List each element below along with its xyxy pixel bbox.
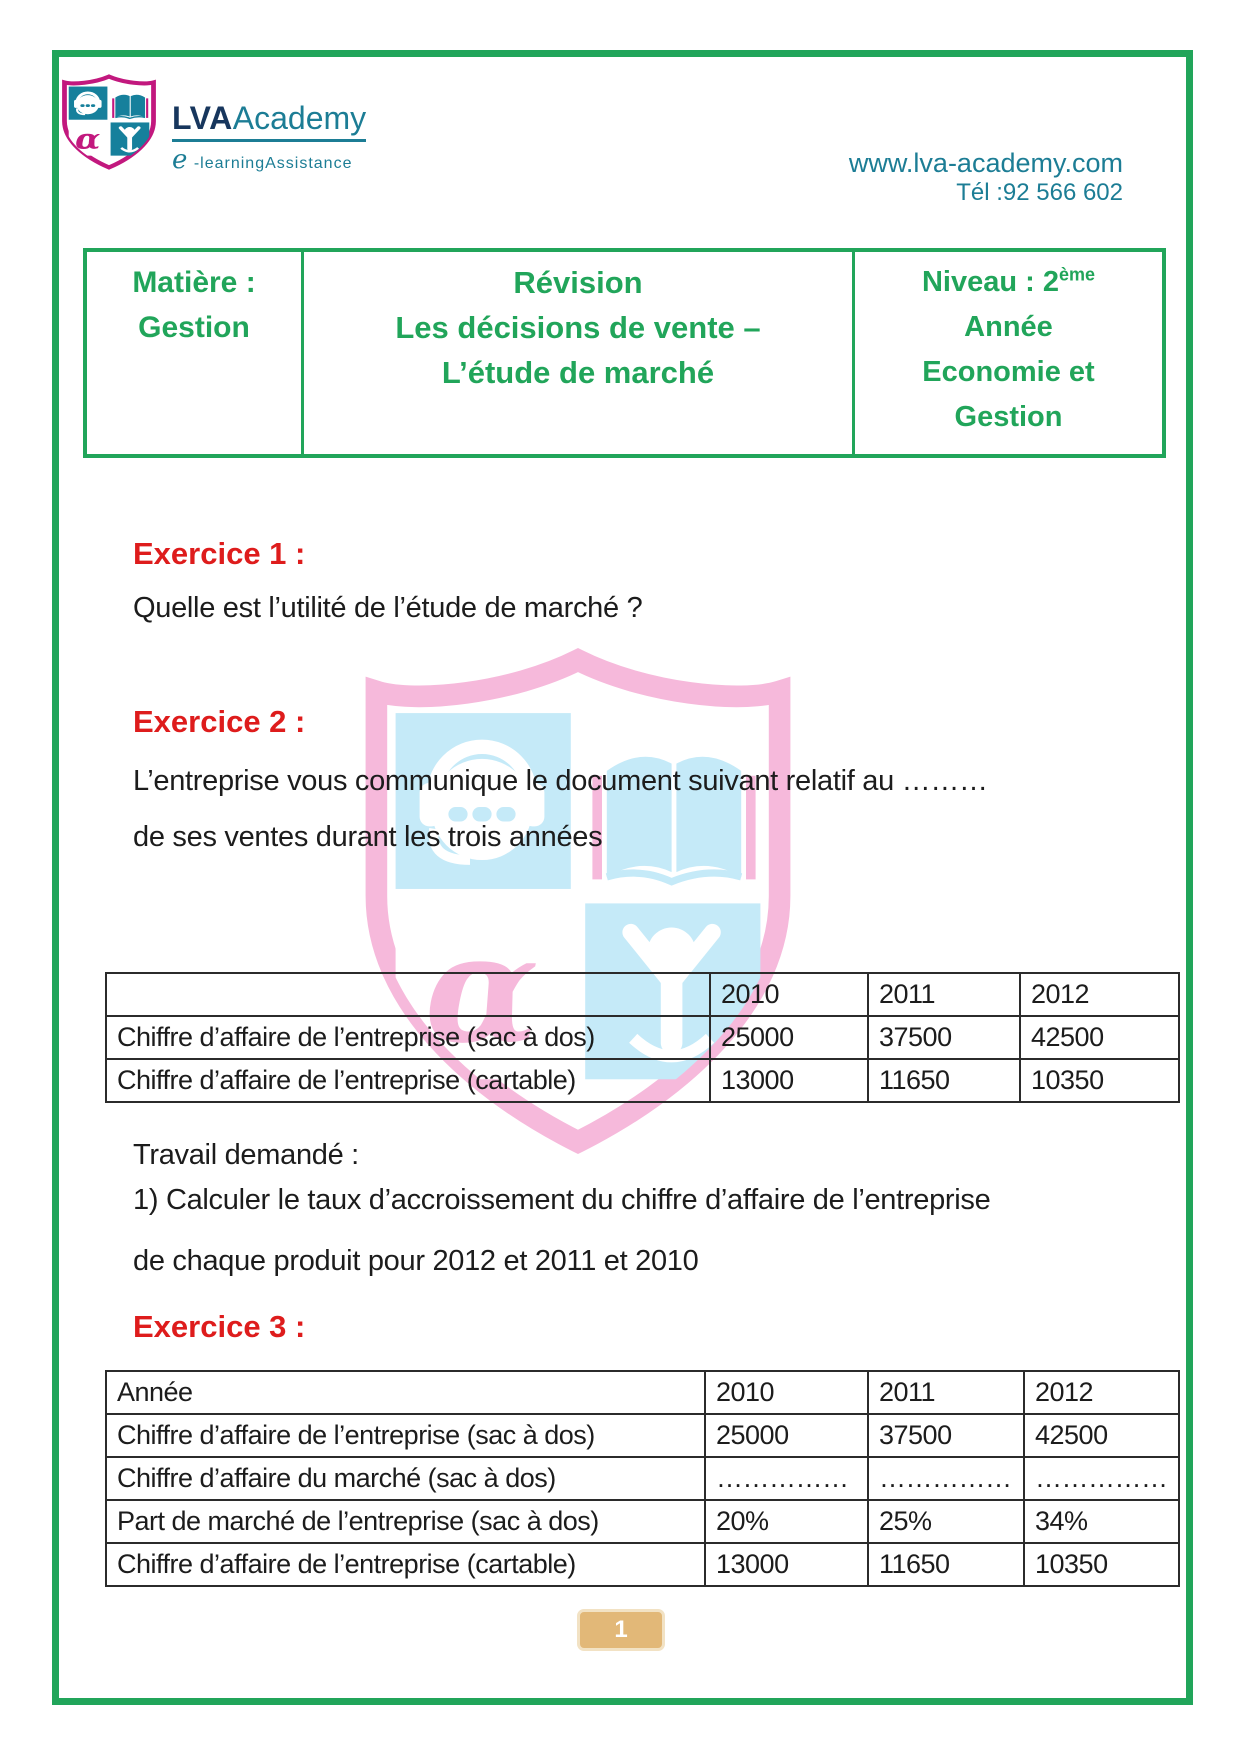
contact-block: [849, 148, 1123, 207]
level-line4: Gestion: [954, 401, 1063, 433]
row-label: Chiffre d’affaire de l’entreprise (cartable): [106, 1543, 705, 1586]
row-label: Chiffre d’affaire du marché (sac à dos): [106, 1457, 705, 1500]
page-number: 1: [614, 1616, 628, 1643]
cell-value: 42500: [1024, 1414, 1179, 1457]
row-label: Chiffre d’affaire de l’entreprise (cartable): [106, 1059, 710, 1102]
row-label: Année: [106, 1371, 705, 1414]
exercise2-intro-line2: de ses ventes durant les trois années: [133, 821, 603, 853]
row-label: Chiffre d’affaire de l’entreprise (sac à dos): [106, 1016, 710, 1059]
table-header-year: 2010: [705, 1371, 868, 1414]
cell-value: 25%: [868, 1500, 1024, 1543]
cell-value: 10350: [1024, 1543, 1179, 1586]
cell-value: 20%: [705, 1500, 868, 1543]
cell-dotted: ……………: [1024, 1457, 1179, 1500]
table-header-year: 2012: [1020, 973, 1179, 1016]
table-header-year: 2012: [1024, 1371, 1179, 1414]
website-url: www.lva-academy.com: [848, 148, 1123, 178]
table-row: [106, 1500, 1179, 1543]
subject-label: Matière :: [132, 266, 256, 299]
table-row: [106, 1059, 1179, 1102]
table-row: [106, 973, 1179, 1016]
table-header-year: 2011: [868, 973, 1020, 1016]
row-label: Part de marché de l’entreprise (sac à dos): [106, 1500, 705, 1543]
table-header-year: 2011: [868, 1371, 1024, 1414]
exercise3-market-table: [105, 1370, 1180, 1587]
level-line2: Année: [964, 311, 1053, 343]
lva-shield-icon: [56, 72, 162, 172]
task-line1: 1) Calculer le taux d’accroissement du chiffre d’affaire de l’entreprise: [133, 1184, 991, 1216]
exercise2-heading: Exercice 2 :: [133, 704, 306, 739]
cell-value: 13000: [710, 1059, 868, 1102]
exercise1-question: Quelle est l’utilité de l’étude de marché ?: [133, 592, 643, 624]
header-cell-level: [852, 252, 1162, 454]
subject-value: Gestion: [138, 311, 250, 344]
logo-wordmark: [172, 100, 366, 142]
header-table: [83, 248, 1166, 458]
header-cell-title: [301, 252, 852, 454]
cell-value: 25000: [710, 1016, 868, 1059]
phone-number: Tél :92 566 602: [956, 179, 1123, 206]
level-line1: Niveau : 2ème: [921, 264, 1096, 298]
logo-name-rest: Academy: [232, 100, 367, 136]
exercise3-heading: Exercice 3 :: [133, 1309, 306, 1344]
lva-logo: [56, 72, 162, 177]
page-number-badge: [577, 1609, 665, 1651]
cell-value: 10350: [1020, 1059, 1179, 1102]
cell-value: 11650: [868, 1543, 1024, 1586]
doc-title-line3: L’étude de marché: [441, 355, 715, 390]
cell-dotted: ……………: [705, 1457, 868, 1500]
logo-name-bold: LVA: [172, 100, 233, 136]
cell-value: 34%: [1024, 1500, 1179, 1543]
table-row: [106, 1414, 1179, 1457]
table-row: [106, 1371, 1179, 1414]
exercise2-sales-table: [105, 972, 1180, 1103]
logo-tagline: [172, 145, 366, 175]
logo-tagline-rest: -learningAssistance: [193, 155, 353, 172]
cell-value: 25000: [705, 1414, 868, 1457]
exercise1-heading: Exercice 1 :: [133, 536, 306, 571]
table-header-year: 2010: [710, 973, 868, 1016]
exercise2-intro-line1: L’entreprise vous communique le document suivant relatif au ………: [133, 765, 988, 797]
work-requested-label: Travail demandé :: [133, 1139, 359, 1171]
level-superscript: ème: [1058, 264, 1096, 285]
table-row: [106, 1016, 1179, 1059]
cell-value: 37500: [868, 1414, 1024, 1457]
cell-value: 13000: [705, 1543, 868, 1586]
level-line3: Economie et: [922, 356, 1095, 388]
cell-value: 37500: [868, 1016, 1020, 1059]
table-row: [106, 1543, 1179, 1586]
cell-dotted: ……………: [868, 1457, 1024, 1500]
cell-value: 11650: [868, 1059, 1020, 1102]
header-cell-subject: [87, 252, 301, 454]
table-row: [106, 1457, 1179, 1500]
logo-tagline-e: e: [172, 145, 189, 175]
doc-title-line1: Révision: [513, 265, 643, 300]
cell-value: 42500: [1020, 1016, 1179, 1059]
task-line2: de chaque produit pour 2012 et 2011 et 2010: [133, 1245, 699, 1277]
logo-text: [172, 100, 366, 175]
doc-title-line2: Les décisions de vente –: [395, 310, 761, 345]
row-label: Chiffre d’affaire de l’entreprise (sac à dos): [106, 1414, 705, 1457]
table-header-empty: [106, 973, 710, 1016]
